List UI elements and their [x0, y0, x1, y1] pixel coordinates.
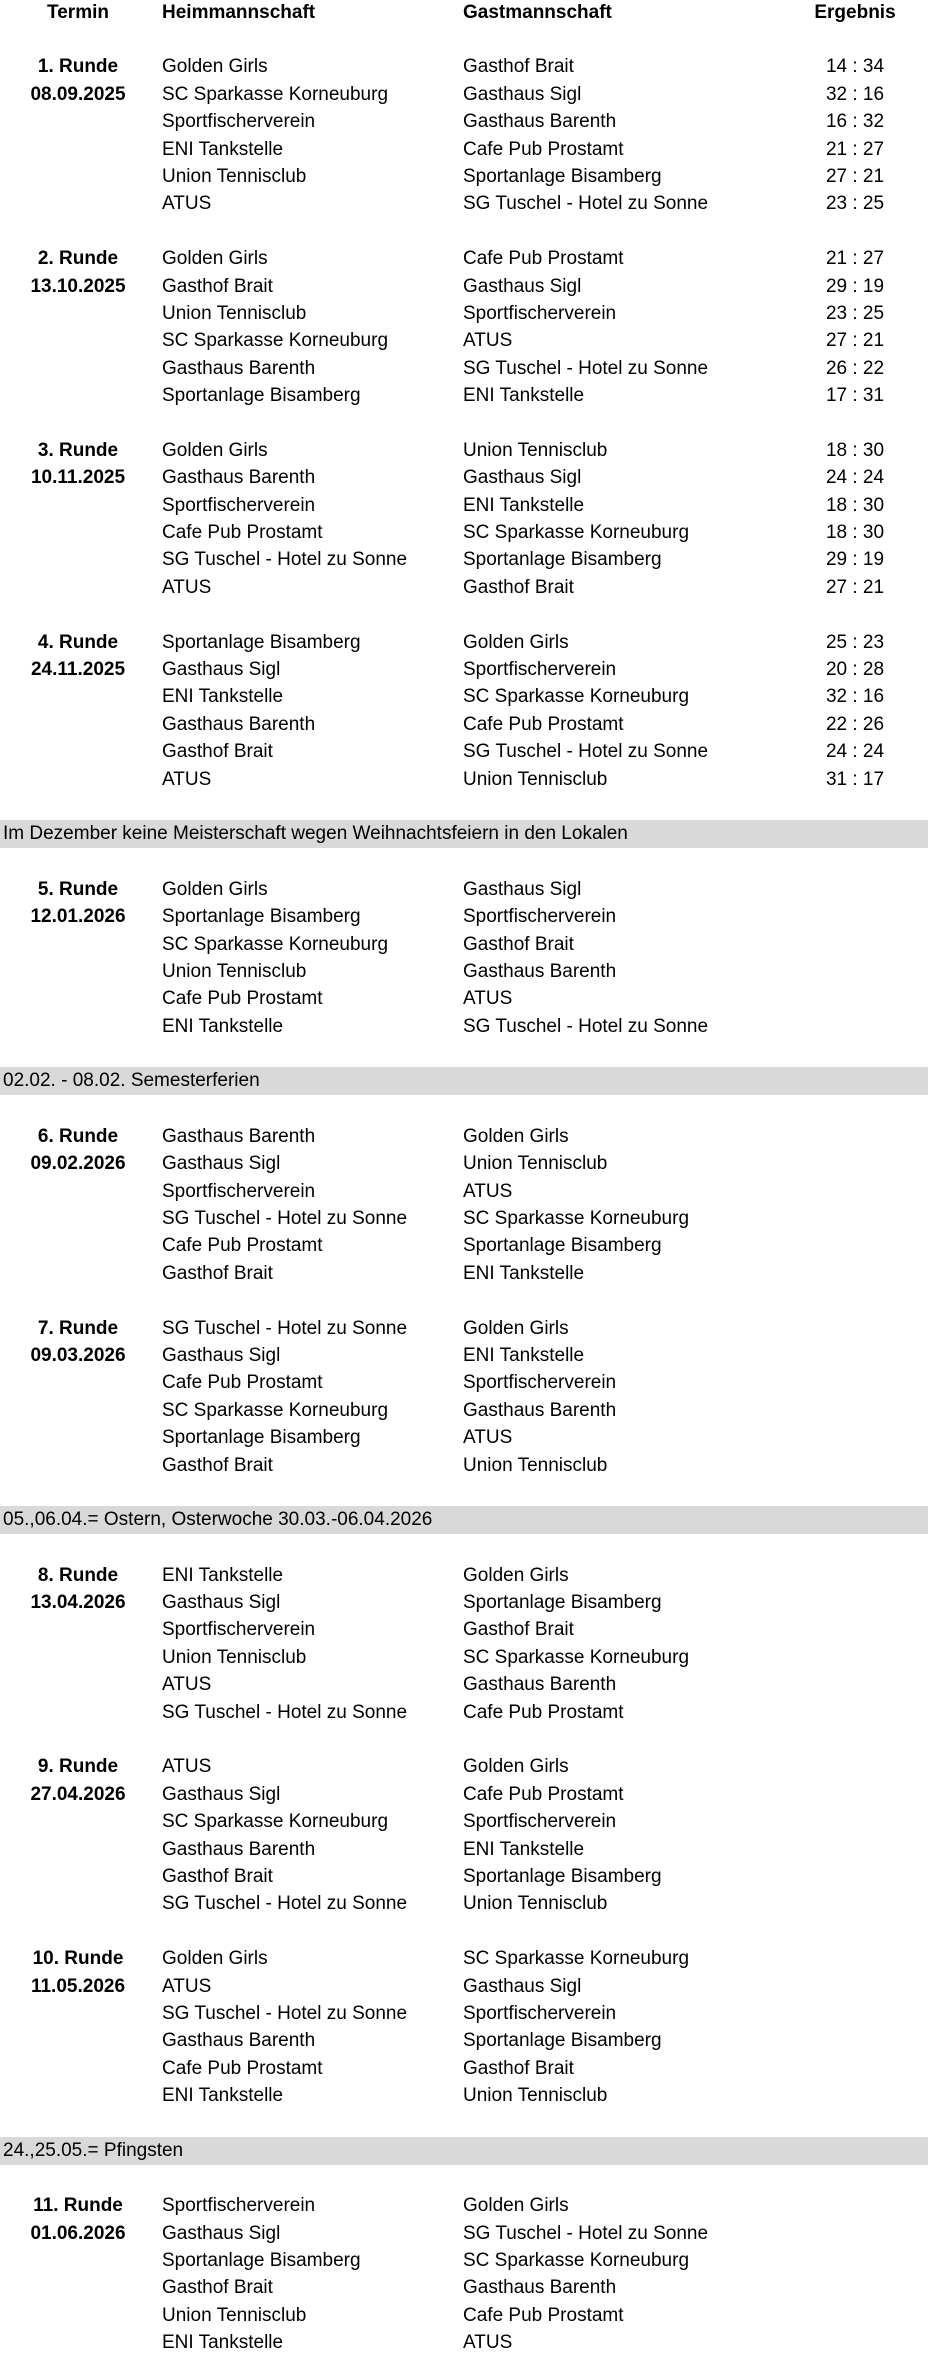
match-row: [0, 574, 928, 601]
match-score: 14 : 34: [825, 56, 885, 78]
match-score: 22 : 26: [825, 713, 885, 735]
away-team: Gasthaus Sigl: [463, 1975, 582, 1997]
match-score: 23 : 25: [825, 302, 885, 324]
home-team: Sportanlage Bisamberg: [162, 906, 361, 928]
header-gastmannschaft: Gastmannschaft: [463, 2, 612, 23]
match-row: [0, 903, 928, 930]
spacer-row: [0, 2165, 928, 2192]
match-row: [0, 355, 928, 382]
home-team: ATUS: [162, 1756, 212, 1778]
away-team: ATUS: [463, 2332, 513, 2354]
header-termin: Termin: [47, 2, 109, 23]
home-team: Union Tennisclub: [162, 2304, 307, 2326]
home-team: ENI Tankstelle: [162, 138, 284, 160]
away-team: ENI Tankstelle: [463, 1262, 585, 1284]
away-team: Golden Girls: [463, 1317, 569, 1339]
home-team: ATUS: [162, 193, 212, 215]
match-row: [0, 190, 928, 217]
match-row: [0, 1836, 928, 1863]
away-team: ATUS: [463, 1427, 513, 1449]
away-team: Gasthof Brait: [463, 56, 574, 78]
away-team: Gasthaus Barenth: [463, 2277, 617, 2299]
away-team: Sportfischerverein: [463, 906, 617, 928]
away-team: SC Sparkasse Korneuburg: [463, 2250, 690, 2272]
away-team: Cafe Pub Prostamt: [463, 138, 624, 160]
home-team: SC Sparkasse Korneuburg: [162, 330, 389, 352]
away-team: Gasthaus Barenth: [463, 960, 617, 982]
match-score: 18 : 30: [825, 494, 885, 516]
match-row: [0, 958, 928, 985]
match-row: [0, 629, 928, 656]
away-team: Sportfischerverein: [463, 302, 617, 324]
away-team: ATUS: [463, 988, 513, 1010]
spacer-row: [0, 1534, 928, 1561]
round-label: 7. Runde: [37, 1317, 119, 1339]
home-team: Gasthaus Sigl: [162, 1592, 281, 1614]
round-date: 08.09.2025: [30, 83, 126, 105]
match-row: [0, 1562, 928, 1589]
away-team: SG Tuschel - Hotel zu Sonne: [463, 1015, 709, 1037]
home-team: Gasthof Brait: [162, 275, 273, 297]
spacer-row: [0, 601, 928, 628]
schedule-body: [0, 26, 928, 2357]
match-row: [0, 1397, 928, 1424]
away-team: Sportanlage Bisamberg: [463, 1235, 662, 1257]
away-team: ATUS: [463, 330, 513, 352]
spacer-row: [0, 1287, 928, 1314]
spacer-row: [0, 1479, 928, 1506]
away-team: Gasthaus Barenth: [463, 111, 617, 133]
away-team: Union Tennisclub: [463, 439, 608, 461]
away-team: SC Sparkasse Korneuburg: [463, 1948, 690, 1970]
match-score: 32 : 16: [825, 83, 885, 105]
match-row: [0, 300, 928, 327]
away-team: Sportfischerverein: [463, 2002, 617, 2024]
match-row: [0, 1123, 928, 1150]
home-team: Gasthaus Sigl: [162, 2222, 281, 2244]
match-row: [0, 2329, 928, 2356]
away-team: Cafe Pub Prostamt: [463, 1783, 624, 1805]
away-team: ENI Tankstelle: [463, 1344, 585, 1366]
away-team: SG Tuschel - Hotel zu Sonne: [463, 357, 709, 379]
away-team: Sportanlage Bisamberg: [463, 1592, 662, 1614]
home-team: Gasthaus Sigl: [162, 1344, 281, 1366]
home-team: Golden Girls: [162, 1948, 268, 1970]
match-row: [0, 1315, 928, 1342]
home-team: Cafe Pub Prostamt: [162, 988, 323, 1010]
home-team: SG Tuschel - Hotel zu Sonne: [162, 2002, 408, 2024]
home-team: SC Sparkasse Korneuburg: [162, 933, 389, 955]
match-score: 23 : 25: [825, 193, 885, 215]
away-team: Gasthof Brait: [463, 2057, 574, 2079]
match-score: 17 : 31: [825, 385, 885, 407]
away-team: Sportfischerverein: [463, 1811, 617, 1833]
match-row: [0, 136, 928, 163]
home-team: Gasthaus Barenth: [162, 1838, 316, 1860]
away-team: Sportanlage Bisamberg: [463, 1866, 662, 1887]
away-team: SC Sparkasse Korneuburg: [463, 1208, 690, 1230]
round-label: 9. Runde: [37, 1756, 119, 1778]
match-row: [0, 2027, 928, 2054]
match-score: 20 : 28: [825, 658, 885, 680]
away-team: Cafe Pub Prostamt: [463, 713, 624, 735]
match-score: 24 : 24: [825, 467, 885, 489]
home-team: Gasthof Brait: [162, 2277, 273, 2299]
away-team: Sportanlage Bisamberg: [463, 165, 662, 187]
match-row: [0, 492, 928, 519]
round-label: 10. Runde: [32, 1948, 124, 1970]
away-team: Gasthaus Barenth: [463, 1674, 617, 1696]
home-team: SC Sparkasse Korneuburg: [162, 83, 389, 105]
away-team: Sportfischerverein: [463, 1372, 617, 1394]
round-date: 01.06.2026: [30, 2222, 126, 2244]
away-team: Cafe Pub Prostamt: [463, 1701, 624, 1723]
home-team: Sportanlage Bisamberg: [162, 1427, 361, 1449]
match-row: [0, 1973, 928, 2000]
home-team: ATUS: [162, 1975, 212, 1997]
round-date: 09.02.2026: [30, 1153, 126, 1175]
match-row: [0, 766, 928, 793]
match-row: [0, 2192, 928, 2219]
away-team: Cafe Pub Prostamt: [463, 248, 624, 270]
match-row: [0, 1945, 928, 1972]
match-score: 21 : 27: [825, 248, 885, 270]
match-score: 27 : 21: [825, 330, 885, 352]
match-row: [0, 1205, 928, 1232]
spacer-row: [0, 2110, 928, 2137]
header-heimmannschaft: Heimmannschaft: [162, 2, 316, 23]
home-team: Gasthaus Barenth: [162, 467, 316, 489]
home-team: Cafe Pub Prostamt: [162, 2057, 323, 2079]
note-row: Im Dezember keine Meisterschaft wegen Weihnachtsfeiern in den Lokalen: [0, 820, 928, 848]
spacer-row: [0, 848, 928, 875]
away-team: Gasthof Brait: [463, 1619, 574, 1641]
home-team: ATUS: [162, 576, 212, 598]
away-team: SC Sparkasse Korneuburg: [463, 1646, 690, 1668]
away-team: ENI Tankstelle: [463, 494, 585, 516]
match-row: [0, 1232, 928, 1259]
home-team: ENI Tankstelle: [162, 1015, 284, 1037]
away-team: ATUS: [463, 1180, 513, 1202]
away-team: Gasthof Brait: [463, 933, 574, 955]
away-team: Sportanlage Bisamberg: [463, 549, 662, 571]
home-team: ENI Tankstelle: [162, 2332, 284, 2354]
match-row: [0, 273, 928, 300]
match-score: 21 : 27: [825, 138, 885, 160]
home-team: Sportanlage Bisamberg: [162, 385, 361, 407]
match-row: [0, 1342, 928, 1369]
round-label: 4. Runde: [37, 631, 119, 653]
match-score: 18 : 30: [825, 439, 885, 461]
match-row: [0, 1753, 928, 1780]
home-team: Gasthaus Sigl: [162, 1153, 281, 1175]
match-row: [0, 53, 928, 80]
home-team: Gasthaus Barenth: [162, 357, 316, 379]
spacer-row: [0, 793, 928, 820]
away-team: ENI Tankstelle: [463, 1838, 585, 1860]
round-date: 27.04.2026: [30, 1783, 126, 1805]
match-row: [0, 2000, 928, 2027]
home-team: Sportfischerverein: [162, 111, 316, 133]
match-row: [0, 711, 928, 738]
round-label: 2. Runde: [37, 248, 119, 270]
away-team: Golden Girls: [463, 2195, 569, 2217]
away-team: Cafe Pub Prostamt: [463, 2304, 624, 2326]
home-team: Golden Girls: [162, 439, 268, 461]
home-team: ENI Tankstelle: [162, 2085, 284, 2107]
round-date: 13.04.2026: [30, 1592, 126, 1614]
home-team: Union Tennisclub: [162, 302, 307, 324]
home-team: Union Tennisclub: [162, 1646, 307, 1668]
home-team: ENI Tankstelle: [162, 686, 284, 708]
match-row: [0, 1452, 928, 1479]
home-team: Golden Girls: [162, 878, 268, 900]
home-team: Cafe Pub Prostamt: [162, 522, 323, 544]
match-row: [0, 519, 928, 546]
away-team: SC Sparkasse Korneuburg: [463, 522, 690, 544]
match-row: [0, 683, 928, 710]
match-row: [0, 437, 928, 464]
match-row: [0, 1616, 928, 1643]
match-row: [0, 656, 928, 683]
away-team: SC Sparkasse Korneuburg: [463, 686, 690, 708]
away-team: Gasthaus Sigl: [463, 878, 582, 900]
away-team: Gasthaus Sigl: [463, 83, 582, 105]
away-team: Sportanlage Bisamberg: [463, 2030, 662, 2052]
home-team: ATUS: [162, 768, 212, 790]
match-score: 16 : 32: [825, 111, 885, 133]
note-row: 02.02. - 08.02. Semesterferien: [0, 1067, 928, 1095]
match-score: 18 : 30: [825, 522, 885, 544]
note-row: 24.,25.05.= Pfingsten: [0, 2137, 928, 2165]
match-row: [0, 931, 928, 958]
match-row: [0, 2055, 928, 2082]
home-team: Gasthof Brait: [162, 1866, 273, 1887]
home-team: SG Tuschel - Hotel zu Sonne: [162, 549, 408, 571]
away-team: Gasthof Brait: [463, 576, 574, 598]
match-row: [0, 245, 928, 272]
match-row: [0, 1424, 928, 1451]
match-score: 31 : 17: [825, 768, 885, 790]
round-label: 5. Runde: [37, 878, 119, 900]
round-date: 10.11.2025: [30, 467, 126, 489]
round-date: 12.01.2026: [30, 906, 126, 928]
away-team: Golden Girls: [463, 631, 569, 653]
match-row: [0, 2220, 928, 2247]
away-team: Golden Girls: [463, 1125, 569, 1147]
away-team: Gasthaus Sigl: [463, 467, 582, 489]
round-label: 11. Runde: [33, 2195, 123, 2217]
away-team: Union Tennisclub: [463, 1893, 608, 1915]
match-row: [0, 1781, 928, 1808]
home-team: Sportfischerverein: [162, 2195, 316, 2217]
spacer-row: [0, 1918, 928, 1945]
round-date: 24.11.2025: [30, 658, 126, 680]
match-score: 24 : 24: [825, 741, 885, 763]
away-team: ENI Tankstelle: [463, 385, 585, 407]
home-team: Sportanlage Bisamberg: [162, 631, 361, 653]
away-team: Union Tennisclub: [463, 1153, 608, 1175]
away-team: Sportfischerverein: [463, 658, 617, 680]
away-team: Golden Girls: [463, 1756, 569, 1778]
match-row: [0, 1644, 928, 1671]
home-team: Gasthaus Sigl: [162, 1783, 281, 1805]
round-date: 09.03.2026: [30, 1344, 126, 1366]
match-row: [0, 1369, 928, 1396]
match-row: [0, 1150, 928, 1177]
header-ergebnis: Ergebnis: [814, 2, 896, 23]
away-team: SG Tuschel - Hotel zu Sonne: [463, 741, 709, 763]
home-team: Gasthof Brait: [162, 1454, 273, 1476]
match-row: [0, 2082, 928, 2109]
table-header: [0, 0, 928, 26]
match-score: 29 : 19: [825, 549, 885, 571]
home-team: Sportfischerverein: [162, 1180, 316, 1202]
match-row: [0, 1589, 928, 1616]
spacer-row: [0, 1726, 928, 1753]
match-row: [0, 2247, 928, 2274]
round-label: 8. Runde: [37, 1564, 119, 1586]
match-row: [0, 1013, 928, 1040]
match-row: [0, 1808, 928, 1835]
match-row: [0, 2274, 928, 2301]
home-team: Sportfischerverein: [162, 1619, 316, 1641]
round-label: 1. Runde: [37, 56, 119, 78]
home-team: SG Tuschel - Hotel zu Sonne: [162, 1893, 408, 1915]
away-team: SG Tuschel - Hotel zu Sonne: [463, 2222, 709, 2244]
home-team: SG Tuschel - Hotel zu Sonne: [162, 1208, 408, 1230]
match-row: [0, 327, 928, 354]
home-team: SC Sparkasse Korneuburg: [162, 1811, 389, 1833]
home-team: Cafe Pub Prostamt: [162, 1235, 323, 1257]
match-row: [0, 2302, 928, 2329]
round-label: 6. Runde: [37, 1125, 119, 1147]
round-date: 13.10.2025: [30, 275, 126, 297]
spacer-row: [0, 409, 928, 436]
away-team: Union Tennisclub: [463, 768, 608, 790]
home-team: SC Sparkasse Korneuburg: [162, 1399, 389, 1421]
match-row: [0, 738, 928, 765]
home-team: Gasthof Brait: [162, 1262, 273, 1284]
match-row: [0, 1699, 928, 1726]
home-team: ATUS: [162, 1674, 212, 1696]
match-row: [0, 1260, 928, 1287]
match-row: [0, 1178, 928, 1205]
match-row: [0, 1863, 928, 1890]
match-row: [0, 163, 928, 190]
home-team: Golden Girls: [162, 248, 268, 270]
spacer-row: [0, 1040, 928, 1067]
home-team: Cafe Pub Prostamt: [162, 1372, 323, 1394]
home-team: SG Tuschel - Hotel zu Sonne: [162, 1317, 408, 1339]
spacer-row: [0, 218, 928, 245]
match-score: 25 : 23: [825, 631, 885, 653]
match-row: [0, 876, 928, 903]
round-date: 11.05.2026: [30, 1975, 126, 1997]
home-team: SG Tuschel - Hotel zu Sonne: [162, 1701, 408, 1723]
match-score: 32 : 16: [825, 686, 885, 708]
home-team: Sportanlage Bisamberg: [162, 2250, 361, 2272]
home-team: Gasthof Brait: [162, 741, 273, 763]
home-team: Gasthaus Barenth: [162, 713, 316, 735]
match-row: [0, 108, 928, 135]
away-team: Union Tennisclub: [463, 1454, 608, 1476]
round-label: 3. Runde: [37, 439, 119, 461]
match-score: 27 : 21: [825, 576, 885, 598]
away-team: Gasthaus Barenth: [463, 1399, 617, 1421]
match-row: [0, 985, 928, 1012]
home-team: ENI Tankstelle: [162, 1564, 284, 1586]
spacer-row: [0, 26, 928, 53]
away-team: Gasthaus Sigl: [463, 275, 582, 297]
match-row: [0, 464, 928, 491]
home-team: Gasthaus Barenth: [162, 1125, 316, 1147]
match-row: [0, 1671, 928, 1698]
home-team: Union Tennisclub: [162, 165, 307, 187]
away-team: Union Tennisclub: [463, 2085, 608, 2107]
home-team: Golden Girls: [162, 56, 268, 78]
match-score: 29 : 19: [825, 275, 885, 297]
match-score: 27 : 21: [825, 165, 885, 187]
away-team: SG Tuschel - Hotel zu Sonne: [463, 193, 709, 215]
match-row: [0, 382, 928, 409]
home-team: Sportfischerverein: [162, 494, 316, 516]
away-team: Golden Girls: [463, 1564, 569, 1586]
match-row: [0, 546, 928, 573]
home-team: Union Tennisclub: [162, 960, 307, 982]
home-team: Gasthaus Sigl: [162, 658, 281, 680]
home-team: Gasthaus Barenth: [162, 2030, 316, 2052]
match-score: 26 : 22: [825, 357, 885, 379]
note-row: 05.,06.04.= Ostern, Osterwoche 30.03.-06.04.2026: [0, 1506, 928, 1534]
match-row: [0, 81, 928, 108]
spacer-row: [0, 1095, 928, 1122]
match-row: [0, 1890, 928, 1917]
